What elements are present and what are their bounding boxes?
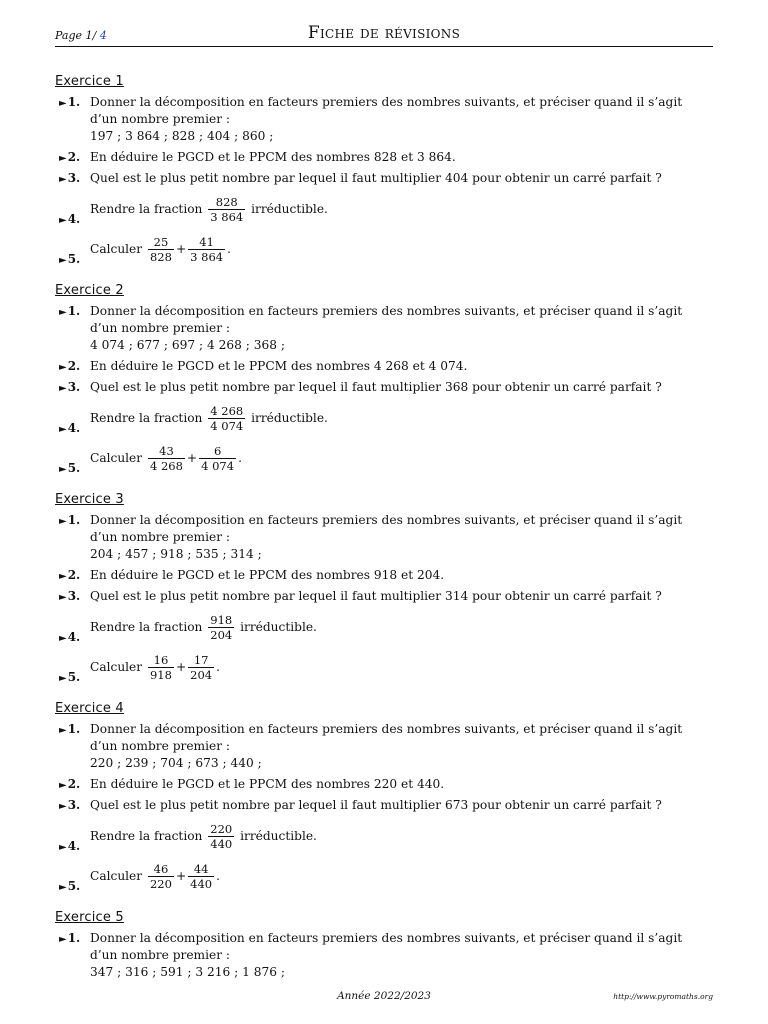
number-list: 220 ; 239 ; 704 ; 673 ; 440 ; [90, 756, 262, 770]
footer-year: Année 2022/2023 [337, 990, 431, 1002]
question-5: ►5. Calculer $\frac{25}{828}$ + $\frac{41}{3 864}$ . [55, 231, 713, 267]
question-marker: ►1. [59, 931, 81, 945]
exercise-1 [55, 74, 713, 267]
document-title: Fiche de révisions [307, 23, 461, 43]
question-marker: ►4. [59, 630, 81, 644]
triangle-icon: ► [59, 780, 67, 791]
fraction: $\frac{16}{918}$ [149, 653, 172, 682]
question-5: ►5. Calculer $\frac{43}{4 268}$ + $\frac{6}{4 074}$ . [55, 440, 713, 476]
triangle-icon: ► [59, 424, 67, 435]
question-marker: ►1. [59, 304, 81, 318]
question-3: ►3. Quel est le plus petit nombre par lequel il faut multiplier 404 pour obtenir un carré parfait ? [55, 170, 713, 187]
fraction: $\frac{220}{440}$ [210, 822, 233, 851]
footer-url-link[interactable]: http://www.pyromaths.org [613, 992, 713, 1001]
document-body [55, 74, 713, 997]
question-4: ►4. Rendre la fraction $\frac{4 268}{4 074}$ irréductible. [55, 400, 713, 436]
question-marker: ►1. [59, 722, 81, 736]
triangle-icon: ► [59, 673, 67, 684]
question-marker: ►3. [59, 798, 81, 812]
question-3: ►3. Quel est le plus petit nombre par lequel il faut multiplier 673 pour obtenir un carré parfait ? [55, 797, 713, 814]
question-marker: ►3. [59, 589, 81, 603]
fraction: $\frac{41}{3 864}$ [190, 235, 224, 264]
exercise-title: Exercice 2 [55, 283, 124, 298]
question-marker: ►2. [59, 568, 81, 582]
triangle-icon: ► [59, 725, 67, 736]
page-header [55, 22, 713, 47]
question-1: ►1. Donner la décomposition en facteurs premiers des nombres suivants, et préciser quand il s’agit d’un nombre premier : 220 ; 239 ; 704 ; 673 ; 440 ; [55, 721, 713, 772]
exercise-5 [55, 910, 713, 981]
question-1: ►1. Donner la décomposition en facteurs premiers des nombres suivants, et préciser quand il s’agit d’un nombre premier : 4 074 ; 677 ; 697 ; 4 268 ; 368 ; [55, 303, 713, 354]
exercise-2 [55, 283, 713, 476]
triangle-icon: ► [59, 842, 67, 853]
number-list: 4 074 ; 677 ; 697 ; 4 268 ; 368 ; [90, 338, 285, 352]
number-list: 347 ; 316 ; 591 ; 3 216 ; 1 876 ; [90, 965, 285, 979]
triangle-icon: ► [59, 153, 67, 164]
number-list: 197 ; 3 864 ; 828 ; 404 ; 860 ; [90, 129, 274, 143]
exercise-title: Exercice 5 [55, 910, 124, 925]
fraction: $\frac{46}{220}$ [149, 862, 172, 891]
triangle-icon: ► [59, 571, 67, 582]
fraction: $\frac{43}{4 268}$ [149, 444, 183, 473]
page-number: Page 1/ 4 [55, 29, 107, 42]
question-2: ►2. En déduire le PGCD et le PPCM des nombres 828 et 3 864. [55, 149, 713, 166]
question-2: ►2. En déduire le PGCD et le PPCM des nombres 918 et 204. [55, 567, 713, 584]
question-marker: ►2. [59, 359, 81, 373]
question-marker: ►1. [59, 95, 81, 109]
fraction: $\frac{25}{828}$ [149, 235, 172, 264]
question-4: ►4. Rendre la fraction $\frac{220}{440}$ irréductible. [55, 818, 713, 854]
question-marker: ►4. [59, 212, 81, 226]
fraction: $\frac{918}{204}$ [210, 613, 233, 642]
question-marker: ►5. [59, 670, 81, 684]
exercise-title: Exercice 3 [55, 492, 124, 507]
question-1: ►1. Donner la décomposition en facteurs premiers des nombres suivants, et préciser quand il s’agit d’un nombre premier : 197 ; 3 864 ; 828 ; 404 ; 860 ; [55, 94, 713, 145]
question-4: ►4. Rendre la fraction $\frac{828}{3 864}$ irréductible. [55, 191, 713, 227]
question-marker: ►2. [59, 777, 81, 791]
question-2: ►2. En déduire le PGCD et le PPCM des nombres 4 268 et 4 074. [55, 358, 713, 375]
triangle-icon: ► [59, 934, 67, 945]
fraction: $\frac{6}{4 074}$ [201, 444, 235, 473]
fraction: $\frac{17}{204}$ [190, 653, 213, 682]
triangle-icon: ► [59, 215, 67, 226]
triangle-icon: ► [59, 633, 67, 644]
triangle-icon: ► [59, 383, 67, 394]
question-marker: ►5. [59, 461, 81, 475]
question-marker: ►4. [59, 839, 81, 853]
question-marker: ►2. [59, 150, 81, 164]
question-3: ►3. Quel est le plus petit nombre par lequel il faut multiplier 368 pour obtenir un carré parfait ? [55, 379, 713, 396]
exercise-title: Exercice 4 [55, 701, 124, 716]
exercise-title: Exercice 1 [55, 74, 124, 89]
triangle-icon: ► [59, 464, 67, 475]
triangle-icon: ► [59, 98, 67, 109]
question-marker: ►5. [59, 252, 81, 266]
question-4: ►4. Rendre la fraction $\frac{918}{204}$ irréductible. [55, 609, 713, 645]
exercise-4 [55, 701, 713, 894]
question-5: ►5. Calculer $\frac{46}{220}$ + $\frac{44}{440}$ . [55, 858, 713, 894]
number-list: 204 ; 457 ; 918 ; 535 ; 314 ; [90, 547, 262, 561]
triangle-icon: ► [59, 516, 67, 527]
question-marker: ►3. [59, 380, 81, 394]
question-marker: ►5. [59, 879, 81, 893]
question-1: ►1. Donner la décomposition en facteurs premiers des nombres suivants, et préciser quand il s’agit d’un nombre premier : 204 ; 457 ; 918 ; 535 ; 314 ; [55, 512, 713, 563]
triangle-icon: ► [59, 882, 67, 893]
question-marker: ►3. [59, 171, 81, 185]
fraction: $\frac{44}{440}$ [190, 862, 213, 891]
fraction: $\frac{828}{3 864}$ [210, 195, 244, 224]
triangle-icon: ► [59, 801, 67, 812]
triangle-icon: ► [59, 307, 67, 318]
question-5: ►5. Calculer $\frac{16}{918}$ + $\frac{17}{204}$ . [55, 649, 713, 685]
question-marker: ►1. [59, 513, 81, 527]
question-1: ►1. Donner la décomposition en facteurs premiers des nombres suivants, et préciser quand il s’agit d’un nombre premier : 347 ; 316 ; 591 ; 3 216 ; 1 876 ; [55, 930, 713, 981]
exercise-3 [55, 492, 713, 685]
question-3: ►3. Quel est le plus petit nombre par lequel il faut multiplier 314 pour obtenir un carré parfait ? [55, 588, 713, 605]
triangle-icon: ► [59, 592, 67, 603]
question-marker: ►4. [59, 421, 81, 435]
question-2: ►2. En déduire le PGCD et le PPCM des nombres 220 et 440. [55, 776, 713, 793]
triangle-icon: ► [59, 174, 67, 185]
triangle-icon: ► [59, 362, 67, 373]
page-total-link[interactable]: 4 [99, 29, 107, 42]
fraction: $\frac{4 268}{4 074}$ [210, 404, 244, 433]
triangle-icon: ► [59, 255, 67, 266]
